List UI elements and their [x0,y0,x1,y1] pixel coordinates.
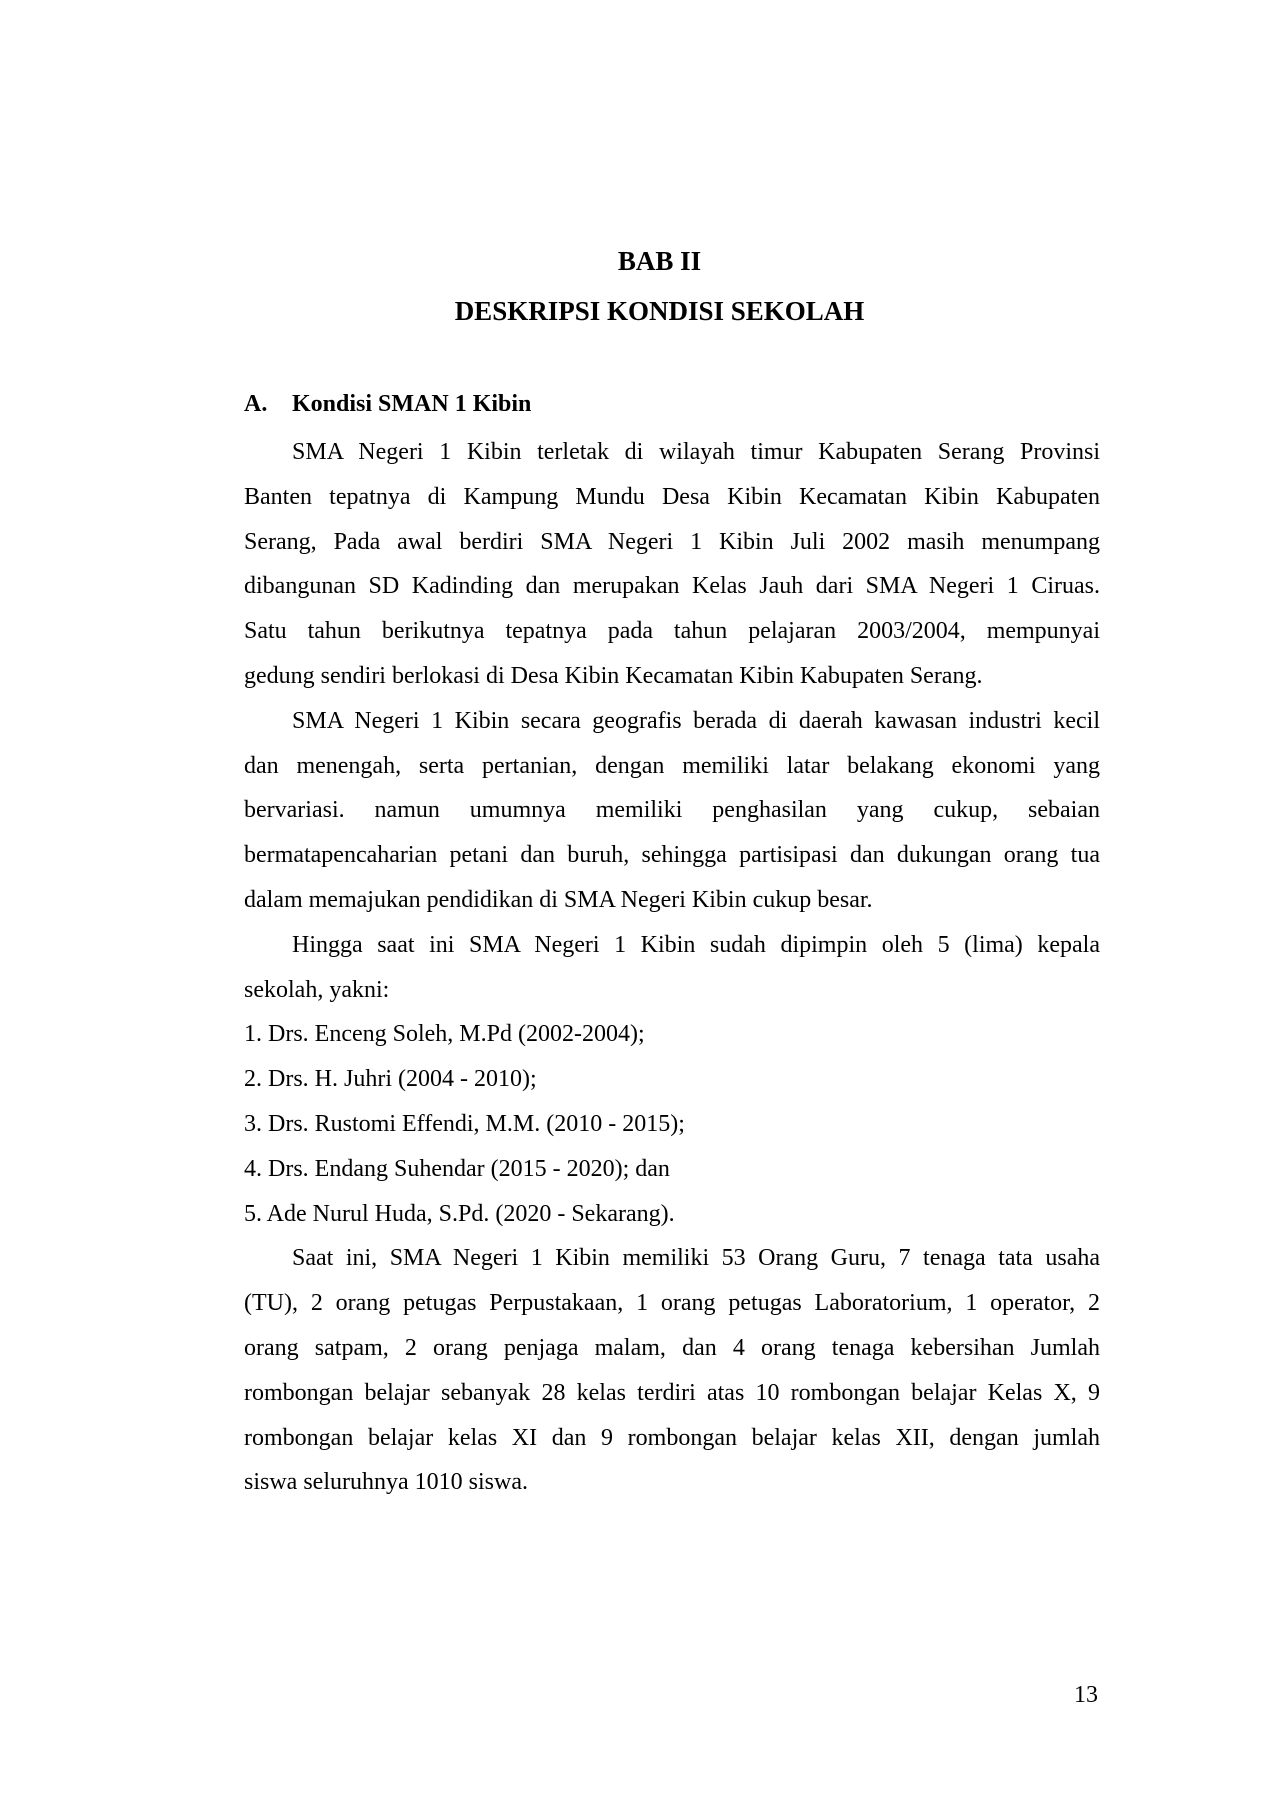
list-item: 4. Drs. Endang Suhendar (2015 - 2020); dan [244,1155,670,1182]
text-line: rombongan belajar kelas XI dan 9 rombongan belajar kelas XII, dengan jumlah [244,1424,1100,1451]
text-line: sekolah, yakni: [244,976,390,1003]
text-line: bervariasi. namun umumnya memiliki penghasilan yang cukup, sebaian [244,797,1100,824]
text-line: rombongan belajar sebanyak 28 kelas terdiri atas 10 rombongan belajar Kelas X, 9 [244,1379,1100,1406]
list-item: 3. Drs. Rustomi Effendi, M.M. (2010 - 2015); [244,1110,685,1137]
page-number: 13 [1074,1682,1098,1708]
text-line: SMA Negeri 1 Kibin terletak di wilayah timur Kabupaten Serang Provinsi [292,439,1100,465]
body-text [244,430,1100,1505]
text-line: siswa seluruhnya 1010 siswa. [244,1469,528,1496]
text-line: gedung sendiri berlokasi di Desa Kibin Kecamatan Kibin Kabupaten Serang. [244,662,983,689]
text-line: Banten tepatnya di Kampung Mundu Desa Kibin Kecamatan Kibin Kabupaten [244,483,1100,510]
text-line: orang satpam, 2 orang penjaga malam, dan 4 orang tenaga kebersihan Jumlah [244,1334,1100,1361]
section-heading [244,391,531,418]
text-line: dalam memajukan pendidikan di SMA Negeri Kibin cukup besar. [244,886,873,913]
list-item: 2. Drs. H. Juhri (2004 - 2010); [244,1066,537,1093]
text-line: bermatapencaharian petani dan buruh, sehingga partisipasi dan dukungan orang tua [244,842,1100,869]
text-line: dibangunan SD Kadinding dan merupakan Kelas Jauh dari SMA Negeri 1 Ciruas. [244,573,1100,600]
text-line: Saat ini, SMA Negeri 1 Kibin memiliki 53 Orang Guru, 7 tenaga tata usaha [292,1245,1100,1272]
chapter-heading: BAB II [617,246,702,276]
text-line: Serang, Pada awal berdiri SMA Negeri 1 Kibin Juli 2002 masih menumpang [244,528,1100,555]
list-item: 1. Drs. Enceng Soleh, M.Pd (2002-2004); [244,1021,645,1048]
text-line: SMA Negeri 1 Kibin secara geografis berada di daerah kawasan industri kecil [292,707,1100,734]
section-number: A. [244,391,268,417]
text-line: Hingga saat ini SMA Negeri 1 Kibin sudah dipimpin oleh 5 (lima) kepala [292,931,1100,958]
text-line: Satu tahun berikutnya tepatnya pada tahun pelajaran 2003/2004, mempunyai [244,618,1100,645]
list-item: 5. Ade Nurul Huda, S.Pd. (2020 - Sekarang). [244,1200,675,1227]
text-line: (TU), 2 orang petugas Perpustakaan, 1 orang petugas Laboratorium, 1 operator, 2 [244,1290,1100,1317]
chapter-title: DESKRIPSI KONDISI SEKOLAH [454,296,865,326]
section-title: Kondisi SMAN 1 Kibin [292,391,532,417]
text-line: dan menengah, serta pertanian, dengan memiliki latar belakang ekonomi yang [244,752,1100,779]
